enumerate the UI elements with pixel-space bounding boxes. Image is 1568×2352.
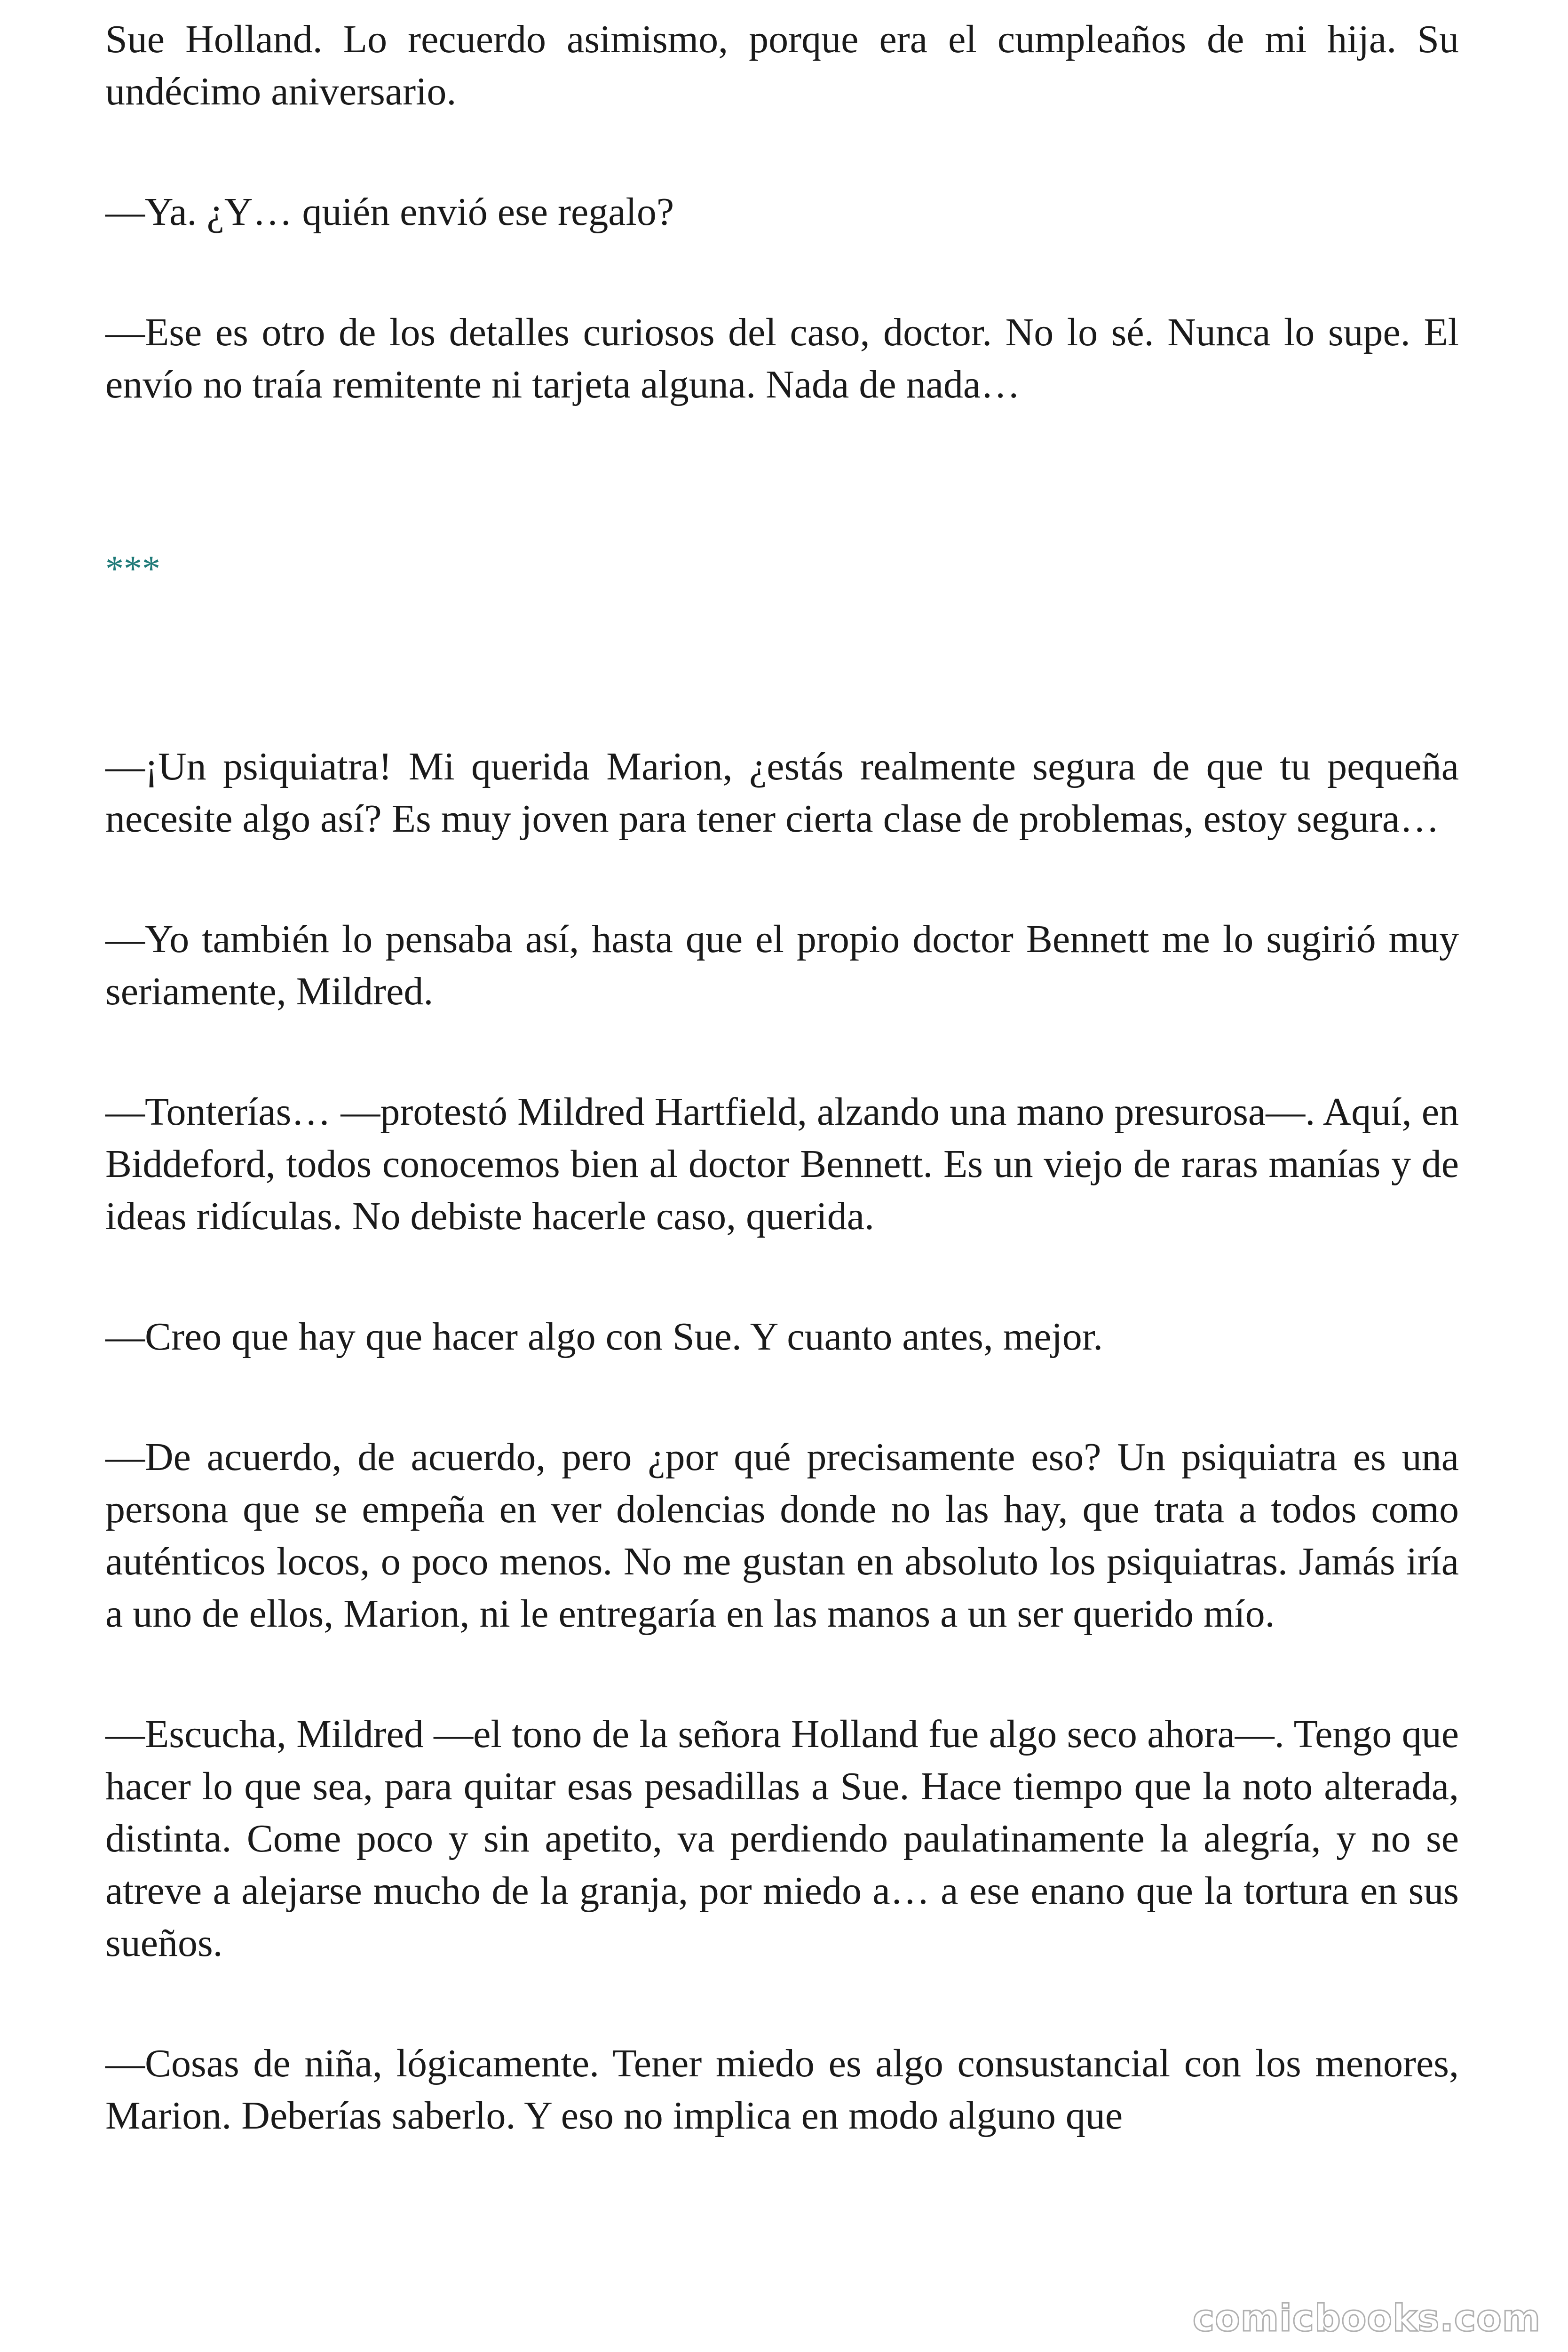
paragraph: —Yo también lo pensaba así, hasta que el propio doctor Bennett me lo sugirió muy seriamente, Mildred.	[105, 917, 1459, 1013]
paragraph: —Tonterías… —protestó Mildred Hartfield, alzando una mano presurosa—. Aquí, en Biddeford, todos conocemos bien al doctor Bennett. Es un viejo de raras manías y de ideas ridículas. No debiste hacerle caso, querida.	[105, 1090, 1459, 1238]
book-page	[105, 13, 1459, 2142]
paragraph: —De acuerdo, de acuerdo, pero ¿por qué precisamente eso? Un psiquiatra es una persona que se empeña en ver dolencias donde no las hay, que trata a todos como auténticos locos, o poco menos. No me gustan en absoluto los psiquiatras. Jamás iría a uno de ellos, Marion, ni le entregaría en las manos a un ser querido mío.	[105, 1435, 1459, 1636]
paragraph: —Ese es otro de los detalles curiosos del caso, doctor. No lo sé. Nunca lo supe. El envío no traía remitente ni tarjeta alguna. Nada de nada…	[105, 310, 1459, 406]
watermark: comicbooks.com	[1192, 2297, 1541, 2340]
paragraph: —Escucha, Mildred —el tono de la señora Holland fue algo seco ahora—. Tengo que hacer lo que sea, para quitar esas pesadillas a Sue. Hace tiempo que la noto alterada, distinta. Come poco y sin apetito, va perdiendo paulatinamente la alegría, y no se atreve a alejarse mucho de la granja, por miedo a… a ese enano que la tortura en sus sueños.	[105, 1712, 1459, 1965]
paragraph: —Ya. ¿Y… quién envió ese regalo?	[105, 190, 674, 234]
scene-separator: ***	[105, 548, 160, 589]
paragraph: —¡Un psiquiatra! Mi querida Marion, ¿estás realmente segura de que tu pequeña necesite algo así? Es muy joven para tener cierta clase de problemas, estoy segura…	[105, 745, 1459, 841]
paragraph: —Creo que hay que hacer algo con Sue. Y cuanto antes, mejor.	[105, 1315, 1103, 1359]
paragraph: —Cosas de niña, lógicamente. Tener miedo es algo consustancial con los menores, Marion. Deberías saberlo. Y eso no implica en modo alguno que	[105, 2042, 1459, 2137]
paragraph: Sue Holland. Lo recuerdo asimismo, porque era el cumpleaños de mi hija. Su undécimo aniversario.	[105, 17, 1459, 113]
